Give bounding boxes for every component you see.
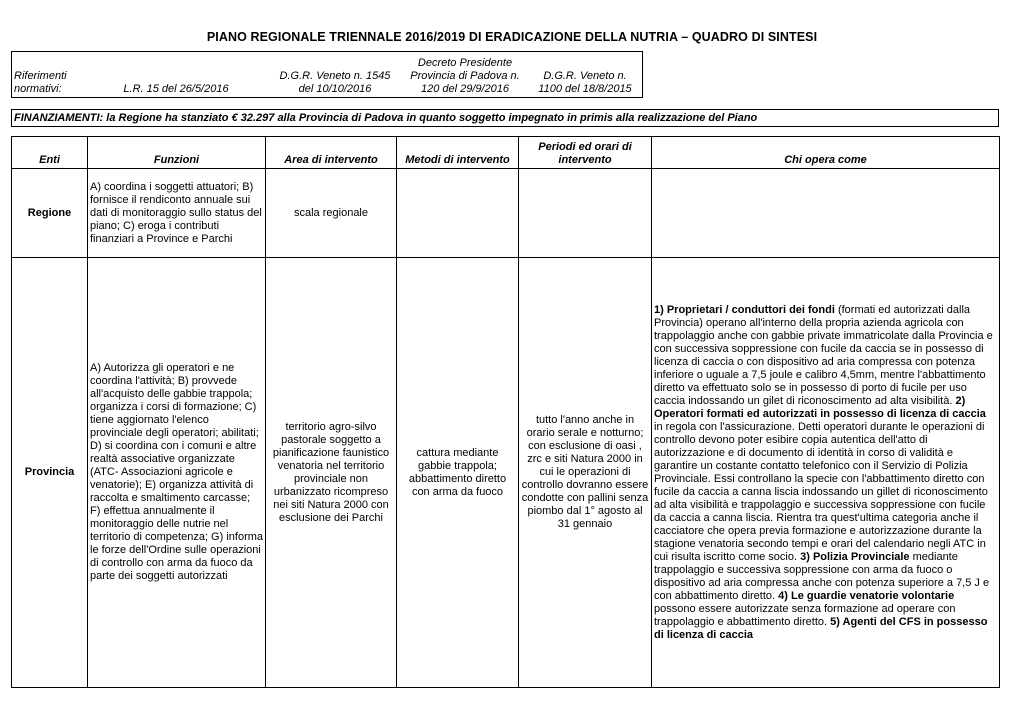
- regione-metodi: [397, 169, 519, 258]
- page-title: PIANO REGIONALE TRIENNALE 2016/2019 DI ERADICAZIONE DELLA NUTRIA – QUADRO DI SINTESI: [206, 30, 818, 44]
- provincia-funzioni: A) Autorizza gli operatori e ne coordina l'attività; B) provvede all'acquisto delle gabbie trappola; organizza i corsi di formazione; C) tiene aggiornato l'elenco provinciale degli operatori; abilitati; D) si coordina con i comuni e altre realtà associative organizzate (ATC- Associazioni agricole e venatorie); E) organizza attività di raccolta e smaltimento carcasse; F) effettua annualmente il monitoraggio delle nutrie nel territorio di competenza; G) informa le forze dell'Ordine sulle operazioni di controllo con arma da fuoco da parte dei soggetti autorizzati: [88, 258, 266, 688]
- ente-provincia: Provincia: [12, 258, 88, 688]
- provincia-area: territorio agro-silvo pastorale soggetto a pianificazione faunistico venatoria nel territorio provinciale non urbanizzato ricompreso nei siti Natura 2000 con esclusione dei Parchi: [266, 258, 397, 688]
- header-enti: Enti: [12, 137, 88, 169]
- operator-polizia-text: mediante trappolaggio e successiva soppressione con arma da fuoco o dispositivo ad aria compressa anche con potenza superiore a 7,5 J e con abbattimento diretto.: [654, 550, 990, 602]
- regione-periodi: [519, 169, 652, 258]
- reference-decreto: Decreto Presidente Provincia di Padova n. 120 del 29/9/2016: [402, 52, 528, 98]
- summary-table: [11, 136, 1000, 688]
- operator-guardie: 4) Le guardie venatorie volontarie: [778, 589, 955, 602]
- header-area: Area di intervento: [266, 137, 397, 169]
- operator-formati: 2) Operatori formati ed autorizzati in possesso di licenza di caccia: [654, 394, 986, 420]
- table-row-provincia: [12, 258, 1000, 688]
- reference-dgr-1100: D.G.R. Veneto n. 1100 del 18/8/2015: [528, 52, 643, 98]
- header-funzioni: Funzioni: [88, 137, 266, 169]
- regione-funzioni: A) coordina i soggetti attuatori; B) fornisce il rendiconto annuale sui dati di monitoraggio sullo status del piano; C) eroga i contributi finanziari a Province e Parchi: [88, 169, 266, 258]
- operator-cfs: 5) Agenti del CFS in possesso di licenza di caccia: [654, 615, 988, 641]
- financing-box: [11, 109, 999, 127]
- provincia-chi-opera: [652, 258, 1000, 688]
- header-periodi: Periodi ed orari di intervento: [519, 137, 652, 169]
- provincia-metodi: cattura mediante gabbie trappola; abbattimento diretto con arma da fuoco: [397, 258, 519, 688]
- ente-regione: Regione: [12, 169, 88, 258]
- operator-proprietari: 1) Proprietari / conduttori dei fondi: [654, 303, 835, 316]
- header-chi-opera: Chi opera come: [652, 137, 1000, 169]
- operator-guardie-text: possono essere autorizzate senza formazione ad operare con trappolaggio e abbattimento diretto.: [654, 602, 956, 628]
- reference-dgr-1545: D.G.R. Veneto n. 1545 del 10/10/2016: [268, 52, 402, 98]
- reference-lr: L.R. 15 del 26/5/2016: [84, 52, 268, 98]
- operator-proprietari-text: (formati ed autorizzati dalla Provincia) operano all'interno della propria azienda agricola con trappolaggio anche con gabbie private immatricolate dalla Provincia e con successiva soppressione con fucile da caccia se in possesso di licenza di caccia o con dispositivo ad aria compressa con potenza inferiore o uguale a 7,5 joule e calibro 4,5mm, mentre l'abbattimento diretto va effettuato solo se in possesso di porto di fucile per uso caccia indossando un gilet di riconoscimento ad alta visibilità.: [654, 303, 993, 407]
- references-label: Riferimenti normativi:: [12, 52, 85, 98]
- operator-polizia: 3) Polizia Provinciale: [800, 550, 910, 563]
- references-table: [11, 51, 643, 98]
- operator-formati-text: in regola con l'assicurazione. Detti operatori durante le operazioni di controllo devono poter esibire copia autentica dell'atto di autorizzazione e di documento di identità in corso di validità e garantire un costante contatto telefonico con il Servizio di Polizia Provinciale. Essi controllano la specie con l'abbattimento diretto con fucile da caccia a canna liscia indossando un gillet di riconoscimento ad alta visibilità e trappolaggio e successiva soppressione con fucile da caccia a canna liscia. Rientra tra quest'ultima categoria anche il cacciatore che opera previa formazione e autorizzazione durante la stagione venatoria secondo tempi e orari del calendario negli ATC in cui risulta iscritto come socio.: [654, 420, 988, 563]
- header-row: [12, 137, 1000, 169]
- regione-chi-opera: [652, 169, 1000, 258]
- header-metodi: Metodi di intervento: [397, 137, 519, 169]
- table-row-regione: [12, 169, 1000, 258]
- provincia-periodi: tutto l'anno anche in orario serale e notturno; con esclusione di oasi , zrc e siti Natura 2000 in cui le operazioni di controllo dovranno essere condotte con pallini senza piombo dal 1° agosto al 31 gennaio: [519, 258, 652, 688]
- regione-area: scala regionale: [266, 169, 397, 258]
- financing-text: FINANZIAMENTI: la Regione ha stanziato € 32.297 alla Provincia di Padova in quanto soggetto impegnato in primis alla realizzazione del Piano: [12, 110, 999, 127]
